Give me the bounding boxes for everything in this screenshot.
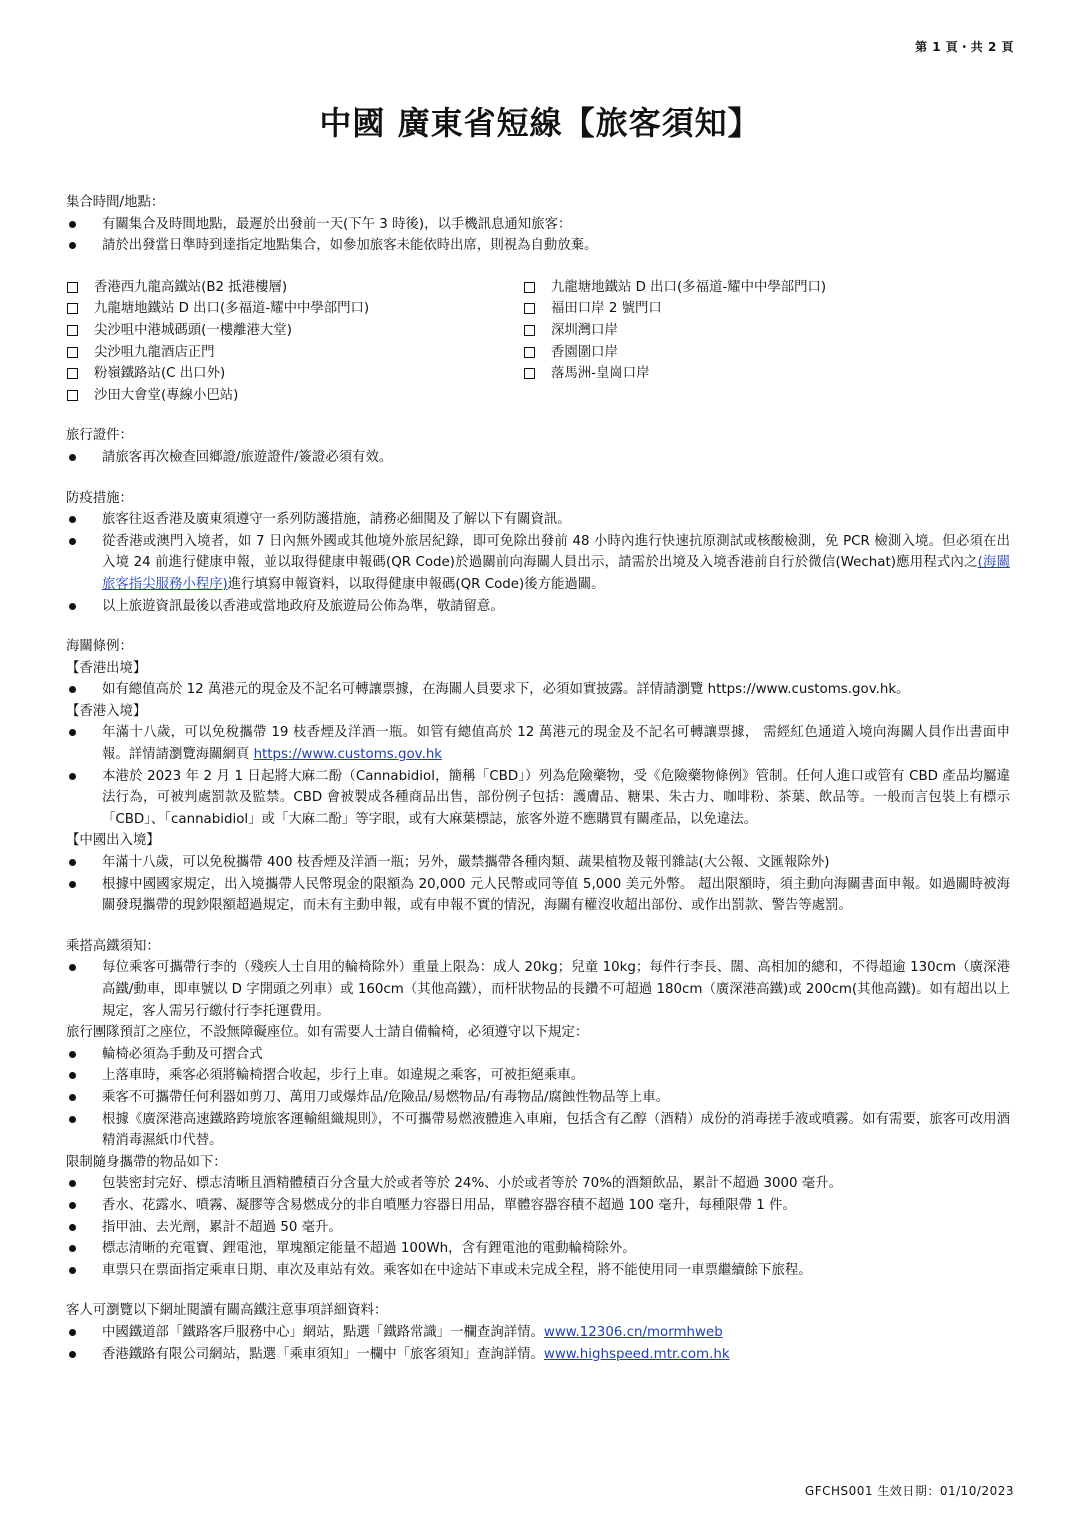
customs-website-link[interactable]: https://www.customs.gov.hk xyxy=(253,747,443,763)
epidemic-bullet: 從香港或澳門入境者，如 7 日內無外國或其他境外旅居紀錄，即可免除出發前 48 小時內進行快速抗原測試或核酸檢測，免 PCR 檢測入境。但必須在出入境 24 前進行健康申報，並以取得健康申報碼(QR Code)於過關前向海關人員出示，請需於出境及入境香港前自行於微信(Wechat)應用程式內之(海關旅客指尖服務小程序)進行填寫申報資料，以取得健康申報碼(QR Code)後方能過關。 xyxy=(66,531,1010,596)
checkbox-icon[interactable] xyxy=(523,298,551,320)
checkbox-icon[interactable] xyxy=(66,385,94,407)
page-number: 第 1 頁・共 2 頁 xyxy=(915,40,1014,54)
restricted-bullet: 包裝密封完好、標志清晰且酒精體積百分含量大於或者等於 24%、小於或者等於 70%的酒類飲品，累計不超過 3000 毫升。 xyxy=(66,1173,1010,1195)
wheelchair-bullet: 上落車時，乘客必須將輪椅摺合收起，步行上車。如違規之乘客，可被拒絕乘車。 xyxy=(66,1065,1010,1087)
document-title: 中國 廣東省短線【旅客須知】 xyxy=(319,104,761,142)
checkbox-icon[interactable] xyxy=(523,277,551,299)
location-item[interactable]: 九龍塘地鐵站 D 出口(多福道-耀中中學部門口) xyxy=(523,277,980,299)
locations-left-column xyxy=(66,277,523,407)
assembly-bullet: 有關集合及時間地點，最遲於出發前一天(下午 3 時後)，以手機訊息通知旅客： xyxy=(66,214,1010,236)
checkbox-icon[interactable] xyxy=(523,363,551,385)
location-item[interactable]: 香港西九龍高鐵站(B2 抵港樓層) xyxy=(66,277,523,299)
links-bullet: 香港鐵路有限公司網站，點選「乘車須知」一欄中「旅客須知」查詢詳情。www.highspeed.mtr.com.hk xyxy=(66,1344,1010,1366)
bullet-icon xyxy=(66,509,102,531)
locations-right-column xyxy=(523,277,980,407)
location-item[interactable]: 落馬洲-皇崗口岸 xyxy=(523,363,980,385)
checkbox-icon[interactable] xyxy=(66,298,94,320)
restricted-bullet: 指甲油、去光劑，累計不超過 50 毫升。 xyxy=(66,1217,1010,1239)
bullet-icon xyxy=(66,874,102,917)
restricted-bullet: 香水、花露水、噴霧、凝膠等含易燃成分的非自噴壓力容器日用品，單體容器容積不超過 100 毫升，每種限帶 1 件。 xyxy=(66,1195,1010,1217)
bullet-icon xyxy=(66,1344,102,1366)
restricted-items-heading: 限制隨身攜帶的物品如下： xyxy=(66,1154,227,1170)
checkbox-icon[interactable] xyxy=(523,320,551,342)
document-footer: GFCHS001 生效日期：01/10/2023 xyxy=(804,1484,1014,1498)
location-item[interactable]: 尖沙咀中港城碼頭(一樓離港大堂) xyxy=(66,320,523,342)
customs-bullet: 年滿十八歲，可以免稅攜帶 400 枝香煙及洋酒一瓶；另外，嚴禁攜帶各種肉類、蔬果植物及報刊雜誌(大公報、文匯報除外) xyxy=(66,852,1010,874)
wheelchair-bullet: 根據《廣深港高速鐵路跨境旅客運輸組織規則》，不可攜帶易燃液體進入車廂，包括含有乙醇（酒精）成份的消毒搓手液或噴霧。如有需要，旅客可改用酒精消毒濕紙巾代替。 xyxy=(66,1109,1010,1152)
bullet-icon xyxy=(66,1065,102,1087)
wheelchair-bullet: 輪椅必須為手動及可摺合式 xyxy=(66,1044,1010,1066)
bullet-icon xyxy=(66,1195,102,1217)
hk-entry-tag: 【香港入境】 xyxy=(66,703,147,719)
bullet-icon xyxy=(66,1109,102,1152)
restricted-bullet: 車票只在票面指定乘車日期、車次及車站有效。乘客如在中途站下車或未完成全程，將不能使用同一車票繼續餘下旅程。 xyxy=(66,1260,1010,1282)
bullet-icon xyxy=(66,235,102,257)
location-item[interactable]: 沙田大會堂(專線小巴站) xyxy=(66,385,523,407)
location-item[interactable]: 福田口岸 2 號門口 xyxy=(523,298,980,320)
customs-bullet: 本港於 2023 年 2 月 1 日起將大麻二酚（Cannabidiol，簡稱「CBD」）列為危險藥物，受《危險藥物條例》管制。任何人進口或管有 CBD 產品均屬違法行為，可被判處罰款及監禁。CBD 會被製成各種商品出售，部份例子包括：護膚品、糖果、朱古力、咖啡粉、茶葉、飲品等。一般而言包裝上有標示「CBD」、「cannabidiol」或「大麻二酚」等字眼，或有大麻葉標誌，旅客外遊不應購買有關產品，以免違法。 xyxy=(66,766,1010,831)
location-item[interactable]: 九龍塘地鐵站 D 出口(多福道-耀中中學部門口) xyxy=(66,298,523,320)
checkbox-icon[interactable] xyxy=(523,342,551,364)
checkbox-icon[interactable] xyxy=(66,363,94,385)
checkbox-icon[interactable] xyxy=(66,277,94,299)
location-item[interactable]: 尖沙咀九龍酒店正門 xyxy=(66,342,523,364)
documents-heading: 旅行證件： xyxy=(66,428,133,444)
customs-bullet: 如有總值高於 12 萬港元的現金及不記名可轉讓票據，在海關人員要求下，必須如實披露。詳情請瀏覽 https://www.customs.gov.hk。 xyxy=(66,679,1010,701)
bullet-icon xyxy=(66,766,102,831)
bullet-icon xyxy=(66,531,102,596)
rail-heading: 乘搭高鐵須知： xyxy=(66,938,160,954)
bullet-icon xyxy=(66,596,102,618)
bullet-icon xyxy=(66,1260,102,1282)
checkbox-icon[interactable] xyxy=(66,342,94,364)
epidemic-bullet: 旅客往返香港及廣東須遵守一系列防護措施，請務必細閱及了解以下有關資訊。 xyxy=(66,509,1010,531)
bullet-icon xyxy=(66,722,102,765)
location-item[interactable]: 粉嶺鐵路站(C 出口外) xyxy=(66,363,523,385)
links-bullet: 中國鐵道部「鐵路客戶服務中心」網站，點選「鐵路常識」一欄查詢詳情。www.12306.cn/mormhweb xyxy=(66,1322,1010,1344)
bullet-icon xyxy=(66,214,102,236)
customs-heading: 海關條例： xyxy=(66,639,133,655)
hk-exit-tag: 【香港出境】 xyxy=(66,660,147,676)
wheelchair-note: 旅行團隊預訂之座位，不設無障礙座位。如有需要人士請自備輪椅，必須遵守以下規定： xyxy=(66,1025,589,1041)
rail-bullet: 每位乘客可攜帶行李的（殘疾人士自用的輪椅除外）重量上限為：成人 20kg；兒童 10kg；每件行李長、闊、高相加的總和，不得超逾 130cm（廣深港高鐵/動車，即車號以 D 字開頭之列車）或 160cm（其他高鐵），而杆狀物品的長鑽不可超過 180cm（廣深港高鐵)或 200cm(其他高鐵)。如有超出以上規定，客人需另行繳付行李托運費用。 xyxy=(66,957,1010,1022)
bullet-icon xyxy=(66,1173,102,1195)
bullet-icon xyxy=(66,1087,102,1109)
customs-bullet: 根據中國國家規定，出入境攜帶人民幣現金的限額為 20,000 元人民幣或同等值 5,000 美元外幣。 超出限額時，須主動向海關書面申報。如過關時被海關發現攜帶的現鈔限額超過規定，而未有主動申報，或有申報不實的情況，海關有權沒收超出部份、或作出罰款、警告等處罰。 xyxy=(66,874,1010,917)
bullet-icon xyxy=(66,1217,102,1239)
checkbox-icon[interactable] xyxy=(66,320,94,342)
railway-12306-link[interactable]: www.12306.cn/mormhweb xyxy=(543,1324,723,1340)
links-heading: 客人可瀏覽以下網址閱讀有關高鐵注意事項詳細資料： xyxy=(66,1303,388,1319)
bullet-icon xyxy=(66,679,102,701)
bullet-icon xyxy=(66,1044,102,1066)
assembly-bullet: 請於出發當日準時到達指定地點集合，如參加旅客未能依時出席，則視為自動放棄。 xyxy=(66,235,1010,257)
epidemic-bullet: 以上旅遊資訊最後以香港或當地政府及旅遊局公佈為準，敬請留意。 xyxy=(66,596,1010,618)
bullet-icon xyxy=(66,852,102,874)
document-body xyxy=(66,192,1010,1365)
bullet-icon xyxy=(66,957,102,1022)
locations-list xyxy=(66,277,1010,407)
bullet-icon xyxy=(66,1322,102,1344)
epidemic-heading: 防疫措施： xyxy=(66,490,133,506)
customs-bullet: 年滿十八歲，可以免稅攜帶 19 枝香煙及洋酒一瓶。如管有總值高於 12 萬港元的現金及不記名可轉讓票據， 需經紅色通道入境向海關人員作出書面申報。詳情請瀏覽海關網頁 https://www.customs.gov.hk xyxy=(66,722,1010,765)
bullet-icon xyxy=(66,447,102,469)
assembly-heading: 集合時間/地點： xyxy=(66,195,165,210)
china-entry-exit-tag: 【中國出入境】 xyxy=(66,833,160,849)
location-item[interactable]: 深圳灣口岸 xyxy=(523,320,980,342)
customs-miniprogram-link[interactable]: (海關旅客指尖服務小程序) xyxy=(102,555,1010,592)
mtr-highspeed-link[interactable]: www.highspeed.mtr.com.hk xyxy=(543,1346,730,1362)
bullet-icon xyxy=(66,1238,102,1260)
restricted-bullet: 標志清晰的充電寶、鋰電池，單塊額定能量不超過 100Wh，含有鋰電池的電動輪椅除外。 xyxy=(66,1238,1010,1260)
documents-bullet: 請旅客再次檢查回鄉證/旅遊證件/簽證必須有效。 xyxy=(66,447,1010,469)
location-item[interactable]: 香園圍口岸 xyxy=(523,342,980,364)
wheelchair-bullet: 乘客不可攜帶任何利器如剪刀、萬用刀或爆炸品/危險品/易燃物品/有毒物品/腐蝕性物品等上車。 xyxy=(66,1087,1010,1109)
